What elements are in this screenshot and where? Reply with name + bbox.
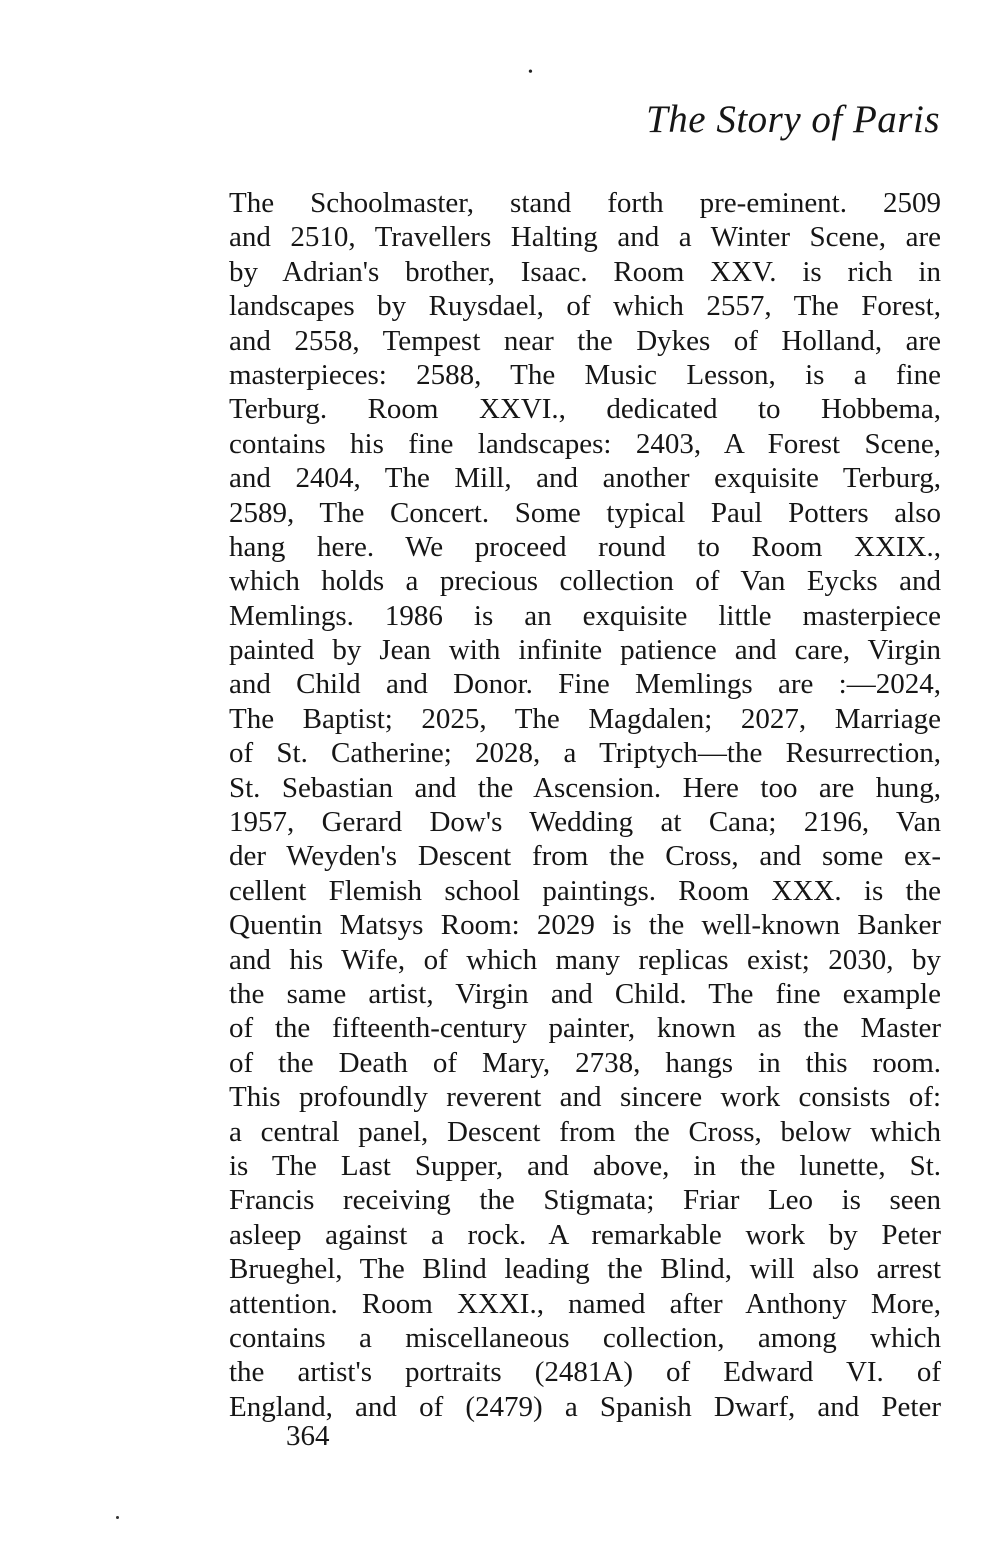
- text-line: The Baptist; 2025, The Magdalen; 2027, Marriage: [229, 702, 941, 735]
- text-line: the artist's portraits (2481A) of Edward VI. of: [229, 1356, 941, 1389]
- text-line: The Schoolmaster, stand forth pre-eminent. 2509: [229, 187, 941, 219]
- text-line: Brueghel, The Blind leading the Blind, will also arrest: [229, 1253, 941, 1286]
- printer-mark: •: [528, 65, 533, 80]
- text-line: the same artist, Virgin and Child. The fine example: [229, 977, 941, 1010]
- text-line: St. Sebastian and the Ascension. Here too are hung,: [229, 771, 941, 804]
- text-line: cellent Flemish school paintings. Room XXX. is the: [229, 874, 941, 907]
- text-line: landscapes by Ruysdael, of which 2557, The Forest,: [229, 290, 941, 323]
- text-line: masterpieces: 2588, The Music Lesson, is a fine: [229, 358, 941, 391]
- text-line: and his Wife, of which many replicas exist; 2030, by: [229, 943, 941, 976]
- text-line: a central panel, Descent from the Cross, below which: [229, 1115, 941, 1148]
- text-line: attention. Room XXXI., named after Anthony More,: [229, 1287, 941, 1320]
- text-line: This profoundly reverent and sincere work consists of:: [229, 1081, 941, 1114]
- text-line: and Child and Donor. Fine Memlings are :—2024,: [229, 668, 941, 701]
- text-line: of St. Catherine; 2028, a Triptych—the Resurrection,: [229, 737, 941, 770]
- text-line: which holds a precious collection of Van Eycks and: [229, 565, 941, 598]
- text-line: 1957, Gerard Dow's Wedding at Cana; 2196, Van: [229, 806, 941, 839]
- page-number: 364: [286, 1420, 330, 1452]
- text-line: is The Last Supper, and above, in the lunette, St.: [229, 1149, 941, 1182]
- text-line: asleep against a rock. A remarkable work by Peter: [229, 1218, 941, 1251]
- text-line: Memlings. 1986 is an exquisite little masterpiece: [229, 599, 941, 632]
- text-line: Quentin Matsys Room: 2029 is the well-known Banker: [229, 909, 941, 942]
- text-line: of the fifteenth-century painter, known as the Master: [229, 1012, 941, 1045]
- text-line: Terburg. Room XXVI., dedicated to Hobbema,: [229, 393, 941, 426]
- text-line: 2589, The Concert. Some typical Paul Potters also: [229, 496, 941, 529]
- text-line: of the Death of Mary, 2738, hangs in this room.: [229, 1046, 941, 1079]
- text-line: contains his fine landscapes: 2403, A Forest Scene,: [229, 427, 941, 460]
- text-line: by Adrian's brother, Isaac. Room XXV. is rich in: [229, 255, 941, 288]
- ink-speck: [116, 1516, 119, 1519]
- text-line: Francis receiving the Stigmata; Friar Leo is seen: [229, 1184, 941, 1217]
- text-line: and 2510, Travellers Halting and a Winter Scene, are: [229, 221, 941, 254]
- text-line: England, and of (2479) a Spanish Dwarf, and Peter: [229, 1390, 941, 1423]
- text-line: and 2404, The Mill, and another exquisite Terburg,: [229, 462, 941, 495]
- body-text: [229, 186, 941, 1424]
- text-line: hang here. We proceed round to Room XXIX.,: [229, 530, 941, 563]
- text-line: and 2558, Tempest near the Dykes of Holland, are: [229, 324, 941, 357]
- text-line: contains a miscellaneous collection, among which: [229, 1321, 941, 1354]
- running-head: The Story of Paris: [646, 98, 940, 141]
- text-line: der Weyden's Descent from the Cross, and some ex-: [229, 840, 941, 873]
- text-line: painted by Jean with infinite patience and care, Virgin: [229, 634, 941, 667]
